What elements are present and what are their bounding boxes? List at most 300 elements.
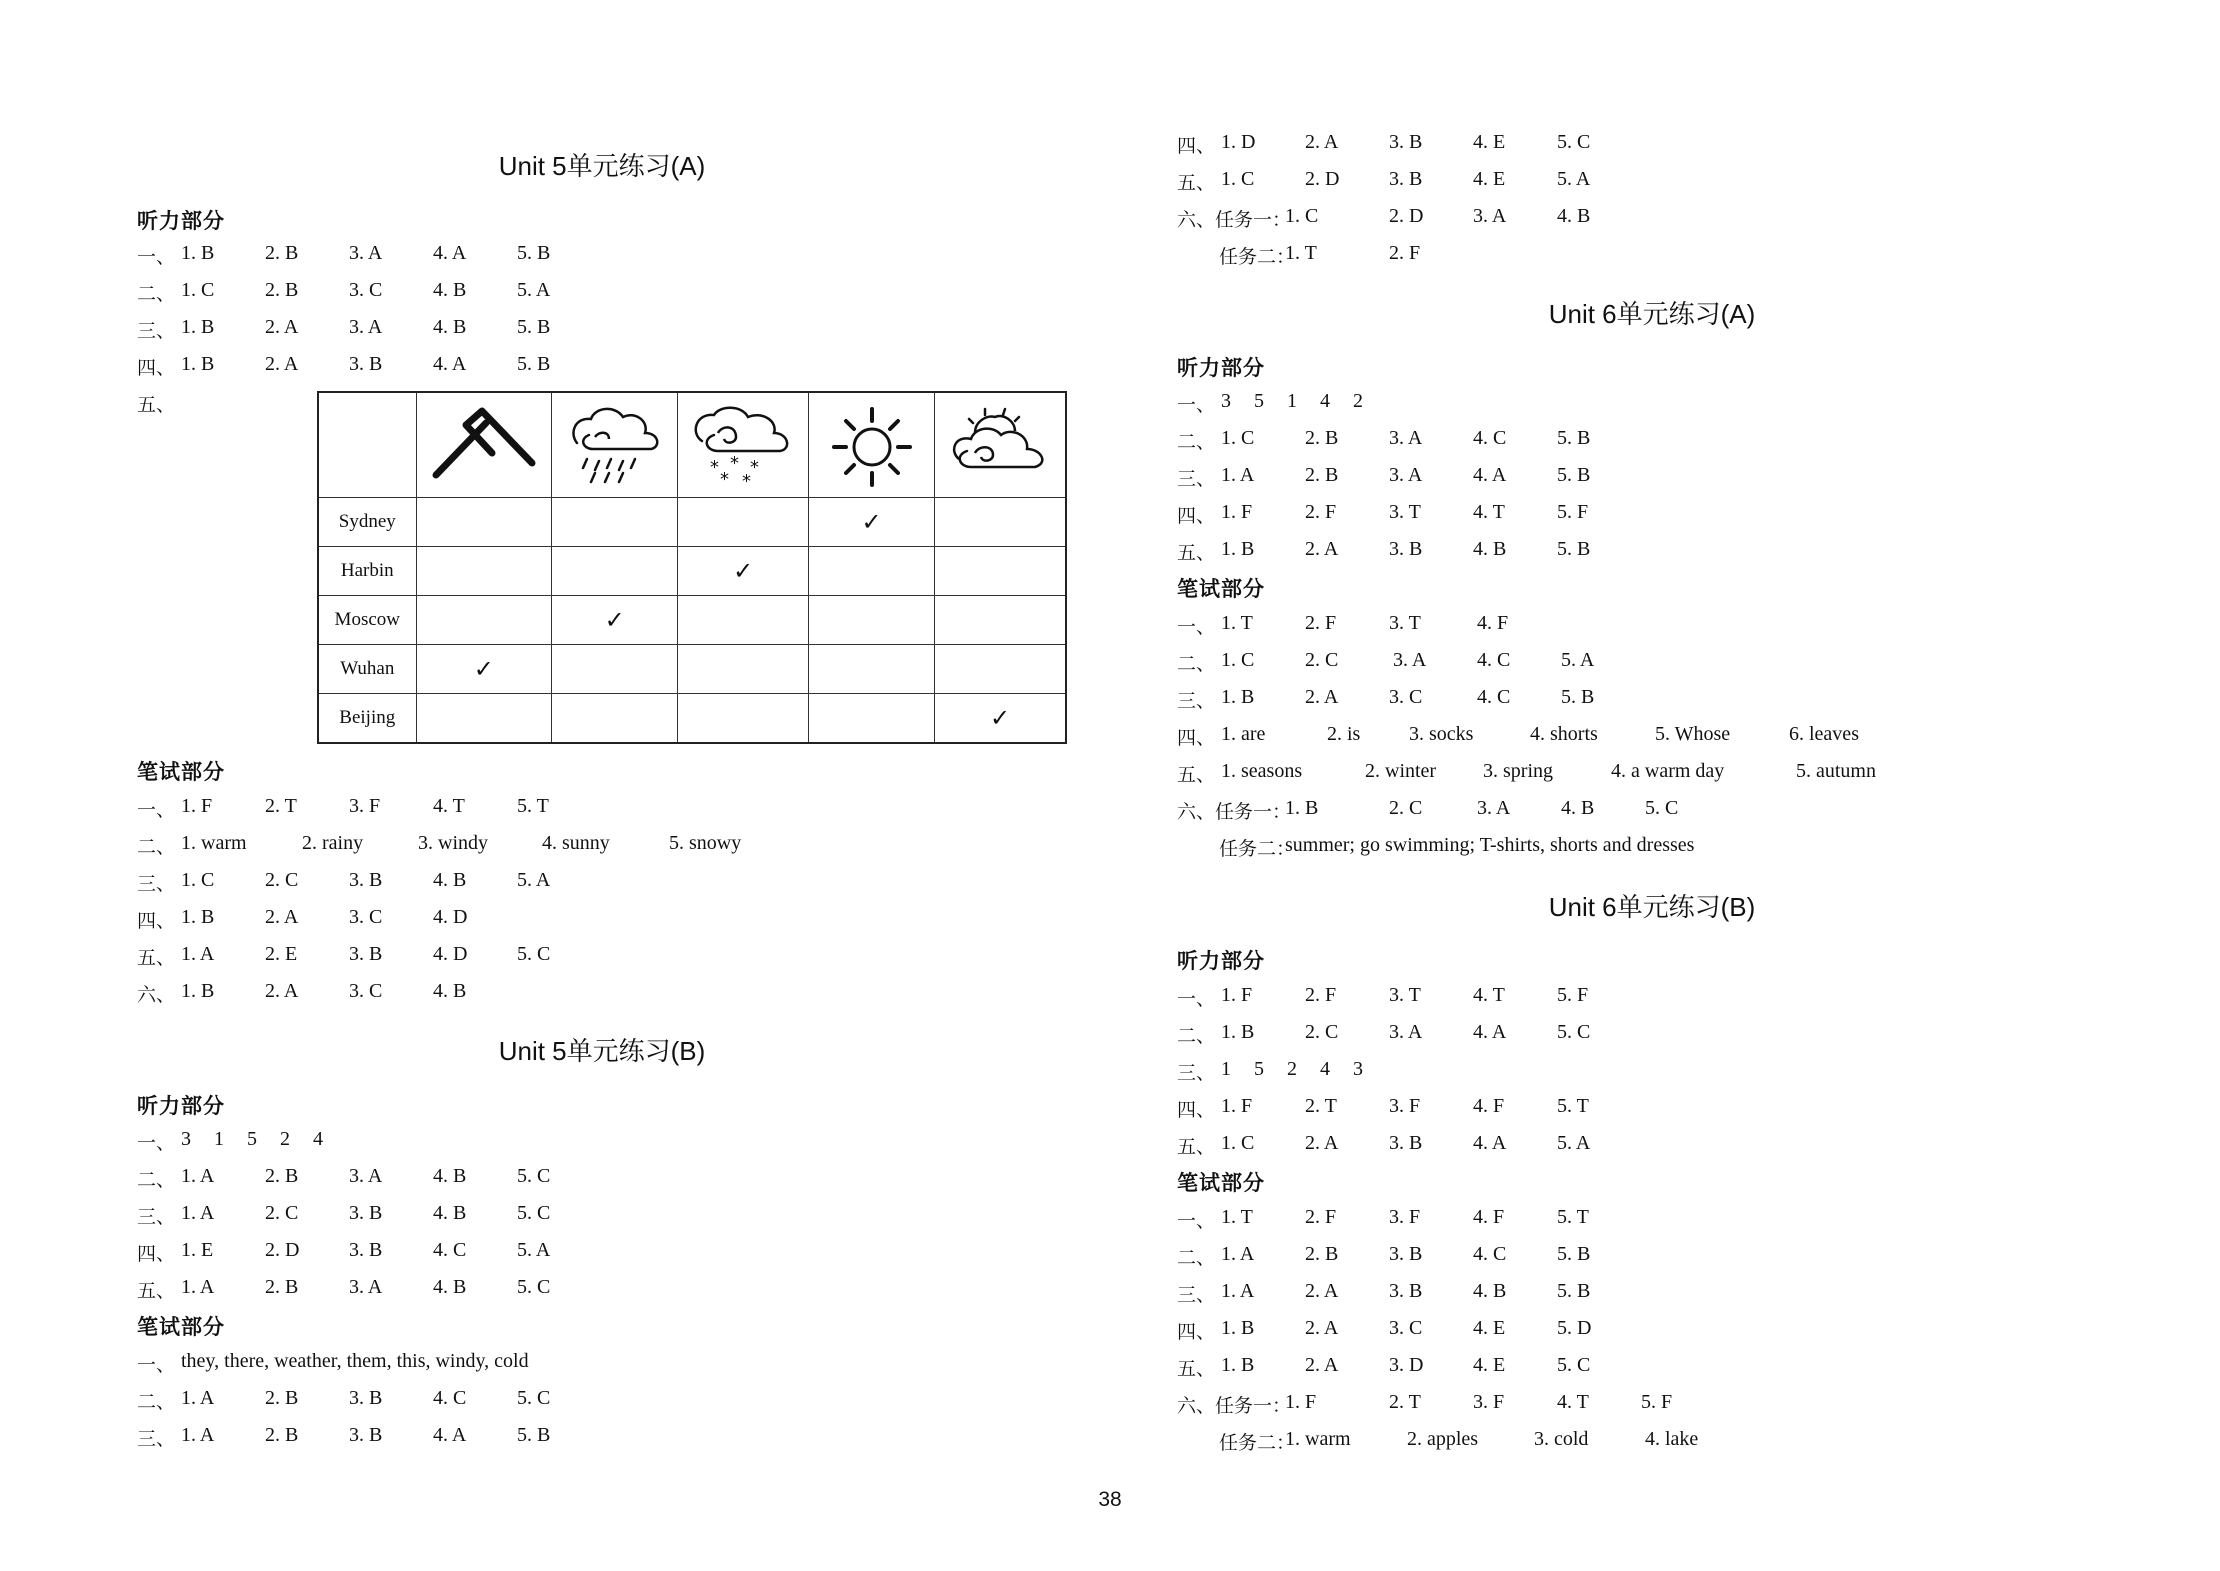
answer-item: 1 [1221,1058,1231,1080]
answer-item: 4. shorts [1530,723,1598,745]
city-cell: Harbin [318,547,416,596]
answer-item: 5. B [517,1424,551,1446]
line-prefix: 三、 [137,1428,176,1450]
answer-item: 4. D [433,943,468,965]
answer-item: 1. B [1221,686,1255,708]
answer-item: 1. C [181,279,215,301]
answer-item: they, there, weather, them, this, windy, cold [181,1350,529,1372]
check-cell [552,547,678,596]
answer-item: 4. B [1561,797,1595,819]
page-number: 38 [1098,1488,1122,1511]
answer-item: 5. F [1557,984,1589,1006]
table-row [318,694,1066,744]
answer-item: 2 [1287,1058,1297,1080]
answer-item: 1. warm [1285,1428,1351,1450]
section-title: Unit 6单元练习(B) [1548,892,1756,922]
answer-item: 3. windy [418,832,488,854]
section-heading: 听力部分 [1177,356,1265,380]
table-icon-cell [809,392,935,498]
answer-item: 1. F [1221,501,1253,523]
answer-item: 4. B [1557,205,1591,227]
sunny-icon [822,403,922,487]
line-prefix: 一、 [1177,1210,1216,1232]
check-cell [935,645,1066,694]
answer-item: 4 [313,1128,323,1150]
line-prefix: 四、 [1177,1321,1216,1343]
answer-item: 5. F [1641,1391,1673,1413]
line-prefix: 六、任务一： [1177,1395,1292,1417]
answer-item: 4. T [1473,501,1505,523]
line-prefix: 三、 [137,873,176,895]
line-prefix: 六、任务一： [1177,801,1292,823]
answer-item: 1. A [181,943,215,965]
answer-item: 2. A [1305,538,1339,560]
section-title: Unit 5单元练习(B) [498,1036,706,1066]
answer-item: 5. B [517,242,551,264]
answer-item: 5. C [1557,1021,1591,1043]
answer-item: 2. A [265,353,299,375]
answer-item: 4. sunny [542,832,610,854]
check-cell [416,694,552,744]
answer-item: 2. is [1327,723,1361,745]
answer-item: summer; go swimming; T-shirts, shorts and dresses [1285,834,1695,856]
check-cell [935,596,1066,645]
line-prefix: 三、 [1177,1284,1216,1306]
line-prefix: 四、 [137,357,176,379]
answer-item: 2. B [265,1387,299,1409]
line-prefix: 任务二： [1219,838,1296,860]
answer-item: 1. E [181,1239,214,1261]
table-header-row [318,392,1066,498]
svg-text:*: * [720,469,730,487]
answer-item: 3. A [349,1276,383,1298]
answer-item: 5. C [517,1202,551,1224]
line-prefix: 二、 [1177,653,1216,675]
section-heading: 听力部分 [1177,949,1265,973]
answer-item: 3. B [349,869,383,891]
answer-item: 1. T [1221,1206,1253,1228]
check-cell [552,694,678,744]
table-icon-cell [935,392,1066,498]
answer-item: 4. a warm day [1611,760,1725,782]
answer-item: 4. T [433,795,465,817]
check-cell [678,596,809,645]
line-prefix: 一、 [137,1132,176,1154]
answer-item: 4. E [1473,168,1506,190]
answer-item: 5. B [1557,538,1591,560]
answer-item: 5. C [517,943,551,965]
answer-item: 5. B [1557,427,1591,449]
svg-text:*: * [750,457,760,478]
line-prefix: 一、 [1177,616,1216,638]
check-cell: ✓ [552,596,678,645]
svg-text:*: * [742,471,752,487]
table-row [318,498,1066,547]
section-heading: 笔试部分 [1177,577,1265,601]
answer-item: 3. C [1389,1317,1423,1339]
line-prefix: 五、 [1177,764,1216,786]
check-cell [678,694,809,744]
check-cell: ✓ [678,547,809,596]
answer-item: 1. B [1221,538,1255,560]
answer-item: 4. B [1473,1280,1507,1302]
answer-item: 4. F [1473,1095,1505,1117]
answer-item: 3. F [1389,1206,1421,1228]
answer-item: 3. A [1389,427,1423,449]
answer-item: 4. T [1557,1391,1589,1413]
answer-item: 4. B [433,316,467,338]
answer-item: 3. B [349,353,383,375]
check-cell [416,596,552,645]
answer-item: 4. B [433,980,467,1002]
answer-item: 2. T [1305,1095,1337,1117]
answer-item: 3. A [349,316,383,338]
check-cell: ✓ [935,694,1066,744]
answer-item: 1. C [1221,427,1255,449]
line-prefix: 五、 [137,1280,176,1302]
answer-item: 3. T [1389,984,1421,1006]
line-prefix: 四、 [1177,1099,1216,1121]
answer-item: 1. C [1221,649,1255,671]
answer-item: 1. F [1221,984,1253,1006]
answer-item: 5. B [1557,1243,1591,1265]
answer-item: 5. snowy [669,832,742,854]
answer-item: 1. F [1285,1391,1317,1413]
answer-item: 3. F [349,795,381,817]
answer-item: 2. T [1389,1391,1421,1413]
answer-item: 1. B [181,906,215,928]
answer-item: 4. C [1477,686,1511,708]
answer-item: 4. B [1473,538,1507,560]
answer-item: 2. B [265,279,299,301]
answer-item: 5. A [517,869,551,891]
table-row [318,596,1066,645]
table-row [318,645,1066,694]
answer-item: 3. socks [1409,723,1474,745]
answer-item: 3. A [1389,1021,1423,1043]
answer-item: 5. A [1557,1132,1591,1154]
section-title: Unit 6单元练习(A) [1548,299,1756,329]
answer-item: 1. B [1221,1021,1255,1043]
city-cell: Wuhan [318,645,416,694]
answer-item: 5. T [1557,1206,1589,1228]
answer-item: 2. B [1305,1243,1339,1265]
answer-item: 5. C [1557,131,1591,153]
line-prefix: 任务二： [1219,1432,1296,1454]
answer-item: 3. B [1389,131,1423,153]
answer-item: 3. C [349,906,383,928]
answer-item: 3. C [349,980,383,1002]
answer-item: 3. T [1389,501,1421,523]
answer-item: 5 [1254,1058,1264,1080]
answer-item: 1. A [181,1387,215,1409]
answer-item: 4. A [1473,1021,1507,1043]
answer-item: 1. B [1285,797,1319,819]
answer-item: 2. C [1305,1021,1339,1043]
answer-item: 1. A [181,1276,215,1298]
answer-item: 5. A [1561,649,1595,671]
answer-item: 1. A [181,1424,215,1446]
line-prefix: 四、 [137,910,176,932]
city-cell: Beijing [318,694,416,744]
line-prefix: 五、 [137,394,176,416]
answer-item: 5. C [517,1276,551,1298]
city-cell: Moscow [318,596,416,645]
answer-item: 5. T [1557,1095,1589,1117]
answer-item: 1. B [1221,1354,1255,1376]
answer-item: 4. B [433,869,467,891]
answer-item: 5. C [1557,1354,1591,1376]
answer-item: 2. C [1389,797,1423,819]
answer-item: 2. F [1305,612,1337,634]
answer-item: 1. A [1221,1243,1255,1265]
answer-item: 1. D [1221,131,1256,153]
line-prefix: 六、 [137,984,176,1006]
answer-item: 5. B [1557,1280,1591,1302]
answer-item: 3. D [1389,1354,1424,1376]
answer-item: 1. A [1221,464,1255,486]
line-prefix: 六、任务一： [1177,209,1292,231]
table-icon-cell [678,392,809,498]
answer-item: 2 [280,1128,290,1150]
line-prefix: 四、 [1177,505,1216,527]
answer-item: 1. A [1221,1280,1255,1302]
answer-item: 5. D [1557,1317,1592,1339]
answer-item: 3. B [1389,168,1423,190]
answer-item: 4. C [1473,1243,1507,1265]
section-title: Unit 5单元练习(A) [498,151,706,181]
check-cell [416,498,552,547]
answer-item: 4. D [433,906,468,928]
section-heading: 听力部分 [137,1094,225,1118]
answer-item: 1. A [181,1165,215,1187]
check-cell [935,547,1066,596]
answer-item: 4. A [433,1424,467,1446]
answer-item: 2. winter [1365,760,1437,782]
answer-item: 2. B [265,1276,299,1298]
line-prefix: 四、 [1177,727,1216,749]
answer-item: 3. C [349,279,383,301]
answer-item: 2. D [1389,205,1424,227]
answer-item: 6. leaves [1789,723,1859,745]
answer-item: 3. B [1389,1243,1423,1265]
answer-item: 4. T [1473,984,1505,1006]
answer-item: 1. B [1221,1317,1255,1339]
answer-item: 2. B [1305,464,1339,486]
table-icon-cell [416,392,552,498]
line-prefix: 一、 [137,1354,176,1376]
check-cell [552,498,678,547]
answer-item: 1. F [1221,1095,1253,1117]
answer-item: 3. cold [1534,1428,1589,1450]
line-prefix: 五、 [1177,172,1216,194]
answer-item: 1. F [181,795,213,817]
answer-item: 3. B [1389,1280,1423,1302]
line-prefix: 五、 [1177,542,1216,564]
line-prefix: 二、 [1177,431,1216,453]
answer-item: 1. C [1221,168,1255,190]
answer-item: 3 [1221,390,1231,412]
answer-item: 4. E [1473,1317,1506,1339]
answer-item: 2. E [265,943,298,965]
answer-item: 1. are [1221,723,1266,745]
answer-item: 3 [1353,1058,1363,1080]
section-heading: 笔试部分 [137,760,225,784]
answer-item: 2. B [1305,427,1339,449]
check-cell [416,547,552,596]
answer-item: 1. warm [181,832,247,854]
section-heading: 笔试部分 [137,1315,225,1339]
check-cell [809,596,935,645]
answer-item: 2. C [1305,649,1339,671]
answer-item: 1. B [181,242,215,264]
answer-item: 3. T [1389,612,1421,634]
answer-item: 3. A [1473,205,1507,227]
answer-item: 2. A [1305,686,1339,708]
answer-item: 4. B [433,1165,467,1187]
section-heading: 笔试部分 [1177,1171,1265,1195]
answer-item: 3. A [349,242,383,264]
answer-item: 3. F [1389,1095,1421,1117]
answer-item: 2. A [265,906,299,928]
answer-item: 1. T [1221,612,1253,634]
answer-item: 3. B [349,1202,383,1224]
answer-item: 2. B [265,1424,299,1446]
answer-item: 3. spring [1483,760,1553,782]
answer-item: 4. F [1473,1206,1505,1228]
check-cell [552,645,678,694]
check-cell [935,498,1066,547]
city-cell: Sydney [318,498,416,547]
answer-item: 3. C [1389,686,1423,708]
check-cell [678,498,809,547]
answer-item: 1 [1287,390,1297,412]
check-cell [678,645,809,694]
answer-item: 2. C [265,1202,299,1224]
answer-item: 3. A [1389,464,1423,486]
table-corner-cell [318,392,416,498]
svg-text:*: * [710,457,720,478]
answer-item: 5. C [517,1165,551,1187]
answer-item: 5. B [1561,686,1595,708]
answer-item: 3. A [1477,797,1511,819]
answer-item: 1. B [181,980,215,1002]
windy-icon [424,403,544,487]
answer-item: 2. F [1305,984,1337,1006]
line-prefix: 五、 [1177,1136,1216,1158]
answer-item: 2. A [1305,1280,1339,1302]
line-prefix: 二、 [137,1391,176,1413]
answer-item: 4. lake [1645,1428,1699,1450]
answer-item: 1 [214,1128,224,1150]
answer-item: 2. B [265,242,299,264]
line-prefix: 三、 [137,1206,176,1228]
answer-item: 4 [1320,390,1330,412]
answer-item: 3. B [1389,1132,1423,1154]
answer-item: 4. A [1473,1132,1507,1154]
answer-item: 2. F [1389,242,1421,264]
answer-item: 3. B [349,1239,383,1261]
answer-item: 4. F [1477,612,1509,634]
check-cell [809,694,935,744]
answer-item: 3. B [1389,538,1423,560]
answer-item: 1. C [181,869,215,891]
answer-item: 3 [181,1128,191,1150]
line-prefix: 一、 [137,246,176,268]
check-cell [809,547,935,596]
answer-item: 1. C [1285,205,1319,227]
answer-item: 2. A [265,980,299,1002]
answer-item: 2. apples [1407,1428,1479,1450]
answer-item: 4. E [1473,131,1506,153]
answer-item: 3. B [349,1387,383,1409]
answer-item: 2. A [1305,1354,1339,1376]
answer-item: 2. A [265,316,299,338]
answer-item: 2. D [265,1239,300,1261]
answer-item: 5. B [1557,464,1591,486]
answer-item: 3. F [1473,1391,1505,1413]
answer-item: 2. D [1305,168,1340,190]
answer-item: 3. B [349,1424,383,1446]
answer-item: 3. B [349,943,383,965]
answer-item: 1. B [181,353,215,375]
line-prefix: 二、 [1177,1247,1216,1269]
answer-item: 4. B [433,1202,467,1224]
table-row [318,547,1066,596]
answer-item: 2. T [265,795,297,817]
answer-item: 2. A [1305,1132,1339,1154]
answer-item: 4. B [433,279,467,301]
answer-item: 5 [247,1128,257,1150]
answer-item: 4. C [1477,649,1511,671]
line-prefix: 一、 [1177,394,1216,416]
line-prefix: 一、 [137,799,176,821]
answer-item: 5. autumn [1796,760,1876,782]
line-prefix: 三、 [137,320,176,342]
rainy-icon [565,403,665,487]
answer-item: 1. B [181,316,215,338]
line-prefix: 四、 [1177,135,1216,157]
section-heading: 听力部分 [137,209,225,233]
answer-item: 5. A [517,1239,551,1261]
answer-item: 1. A [181,1202,215,1224]
line-prefix: 二、 [137,283,176,305]
answer-item: 2 [1353,390,1363,412]
answer-item: 4. E [1473,1354,1506,1376]
check-cell: ✓ [809,498,935,547]
table-icon-cell [552,392,678,498]
answer-item: 5. F [1557,501,1589,523]
check-cell: ✓ [416,645,552,694]
answer-item: 2. C [265,869,299,891]
answer-item: 4. C [1473,427,1507,449]
answer-item: 3. A [349,1165,383,1187]
line-prefix: 二、 [137,1169,176,1191]
line-prefix: 五、 [1177,1358,1216,1380]
answer-item: 5. A [1557,168,1591,190]
answer-item: 4 [1320,1058,1330,1080]
answer-item: 1. seasons [1221,760,1303,782]
line-prefix: 五、 [137,947,176,969]
answer-item: 4. A [433,353,467,375]
svg-text:*: * [730,453,740,474]
answer-item: 2. F [1305,1206,1337,1228]
answer-item: 2. rainy [302,832,364,854]
answer-item: 5. B [517,316,551,338]
answer-item: 4. A [433,242,467,264]
answer-item: 1. T [1285,242,1317,264]
answer-item: 4. C [433,1387,467,1409]
